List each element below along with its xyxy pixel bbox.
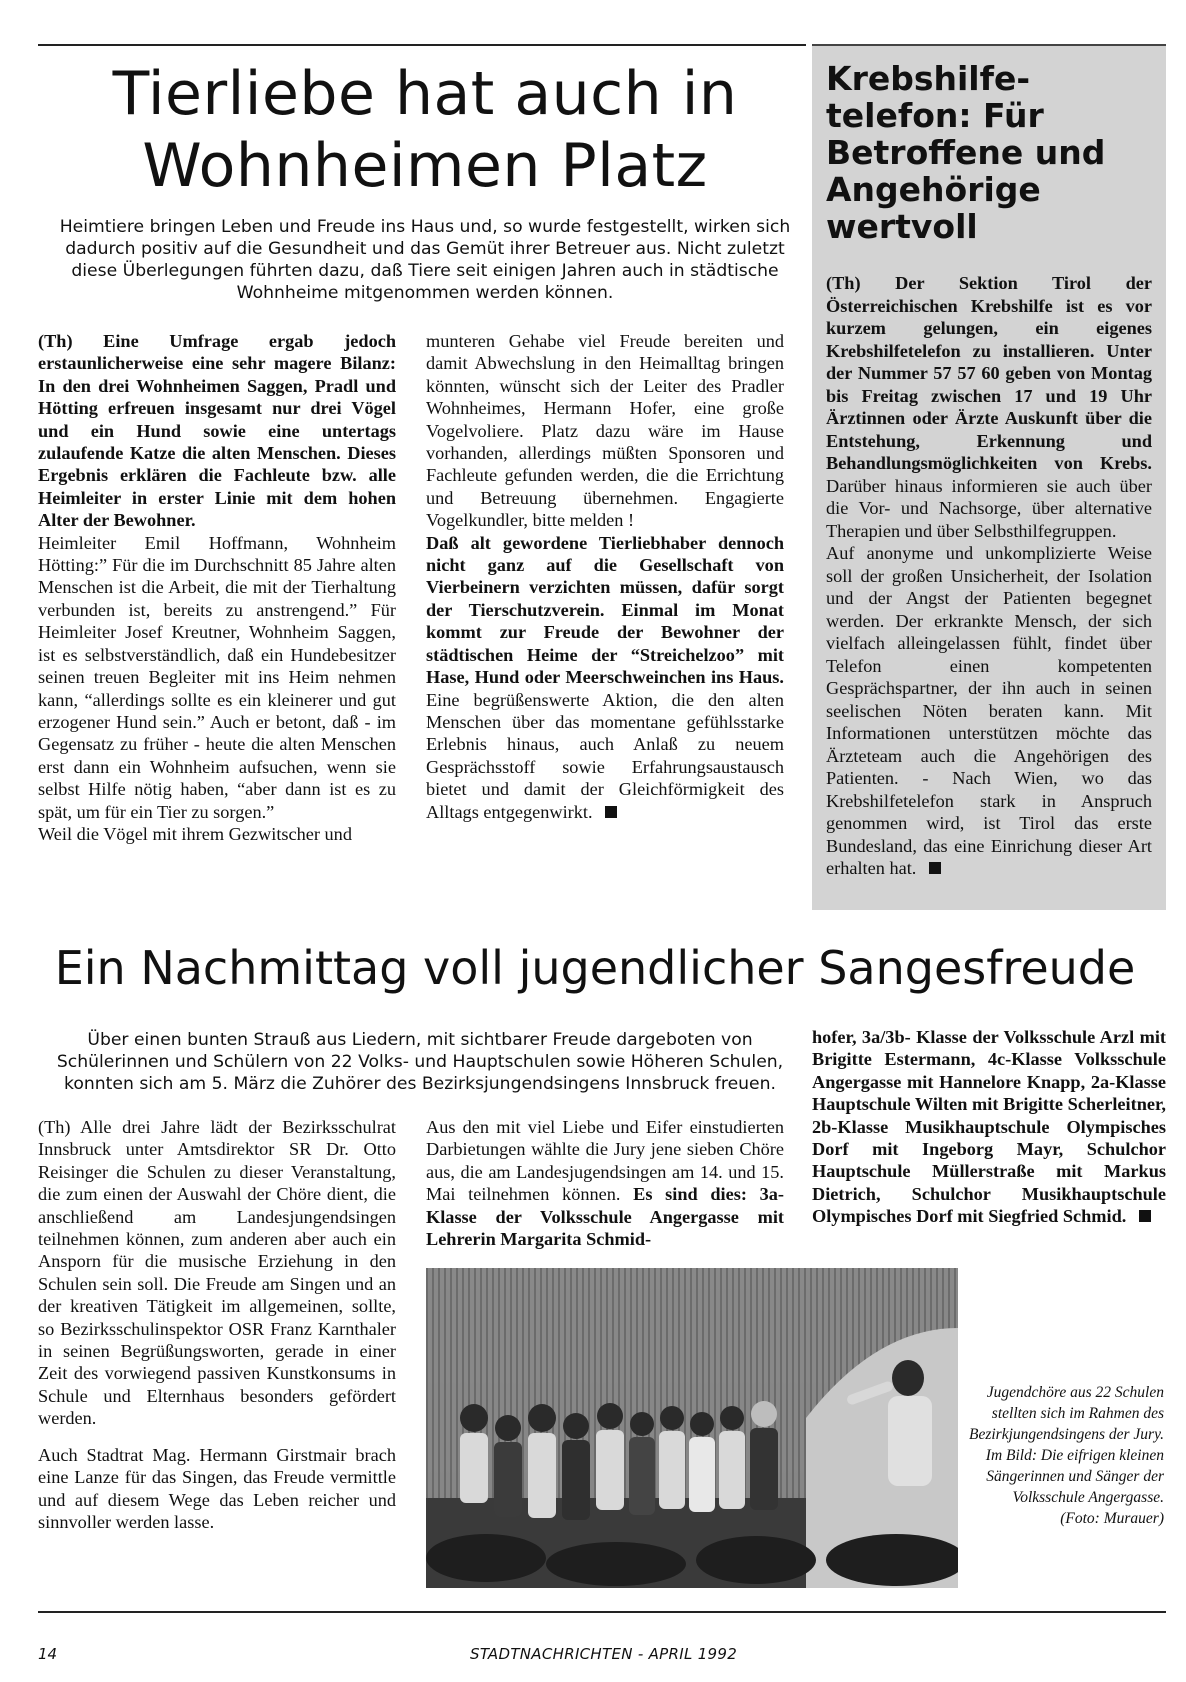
article2-headline: Ein Nachmittag voll jugendlicher Sangesfreude [54, 941, 1136, 995]
article1-headline [40, 58, 810, 202]
article1-body-2: Weil die Vögel mit ihrem Gezwitscher und [38, 823, 352, 844]
article2-bold-list: hofer, 3a/3b- Klasse der Volksschule Arzl mit Brigitte Estermann, 4c-Klasse Volksschule Angergasse mit Hannelore Knapp, 2a-Klasse Hauptschule Wilten mit Brigitte Scherleitner, 2b-Klasse Musikhauptschule Olympisches Dorf mit Ingeborg Mayr, Schulchor Hauptschule Müllerstraße mit Markus Dietrich, Schulchor Musikhauptschule Olympisches Dorf mit Siegfried Schmid. [812, 1027, 1166, 1227]
article2-column-1 [38, 1116, 396, 1533]
photo-caption [968, 1382, 1164, 1529]
sidebar-body-2: Auf anonyme und unkomplizierte Weise soll der großen Unsicherheit, der Isolation und der Angst der Patienten begegnet werden. Der erkrankte Mensch, der sich vielfach alleingelassen fühlt, findet über Telefon einen kompetenten Gesprächspartner, der ihn auch in seinen seelischen Nöten beraten kann. Mit Informationen unterstützen möchte das Ärzteteam auch die Angehörigen des Patienten. - Nach Wien, wo das Krebshilfetelefon stark in Anspruch genommen wird, ist Tirol das erste Bundesland, das eine Einrichung dieser Art erhalten hat. [826, 543, 1152, 878]
publication-line: STADTNACHRICHTEN - APRIL 1992 [470, 1645, 738, 1663]
top-rule [38, 44, 806, 46]
article1-column-1 [38, 330, 396, 845]
photo-caption-text: Jugendchöre aus 22 Schulen stellten sich im Rahmen des Bezirkjungendsingens der Jury. Im Bild: Die eifrigen kleinen Sängerinnen und Sänger der Volksschule Angergasse. [968, 1384, 1164, 1506]
article1-bold-paragraph: Daß alt gewordene Tierliebhaber dennoch nicht ganz auf die Gesellschaft von Vierbeinern verzichten müssen, dafür sorgt der Tierschutzverein. Einmal im Monat kommt zur Freude der Bewohner der städtischen Heime der “Streichelzoo” mit Hase, Hund oder Meerschweinchen ins Haus. [426, 532, 784, 688]
article2-column-2 [426, 1116, 784, 1250]
article2-body-1: (Th) Alle drei Jahre lädt der Bezirksschulrat Innsbruck unter Amtsdirektor SR Dr. Otto Reisinger die Schulen zu dieser Veranstaltung, die zum einen der Auswahl der Chöre dient, die anschließend am Landesjungendsingen teilnehmen können, zum anderen aber auch ein Ansporn für die musische Erziehung in den Schulen sein soll. Die Freude am Singen und an der kreativen Tätigkeit im allgemeinen, sollte, so Bezirksschulinspektor OSR Franz Karnthaler in seinen Begrüßungsworten, gerade in einer Zeit des vorwiegend passiven Kunstkonsums in Schule und Elternhaus besonders gefördert werden. [38, 1117, 396, 1429]
article1-column-2 [426, 330, 784, 823]
end-mark-icon [1139, 1210, 1151, 1222]
sidebar-body [826, 272, 1152, 880]
article2-body-2: Auch Stadtrat Mag. Hermann Girstmair brach eine Lanze für das Singen, das Freude vermittle und auf diesem Wege das Leben reicher und sinnvoller werden lasse. [38, 1444, 396, 1532]
article1-intro: Heimtiere bringen Leben und Freude ins Haus und, so wurde festgestellt, wirken sich dadurch positiv auf die Gesundheit und das Gemüt ihrer Betreuer aus. Nicht zuletzt diese Überlegungen führten dazu, daß Tiere seit einigen Jahren auch in städtische Wohnheime mitgenommen werden können. [59, 217, 791, 303]
photo-credit: (Foto: Murauer) [1060, 1510, 1164, 1527]
article1-body-3: munteren Gehabe viel Freude bereiten und damit Abwechslung in den Heimalltag bringen könnten, wünscht sich der Leiter des Pradler Wohnheimes, Hermann Hofer, eine große Vogelvoliere. Platz dazu wäre im Hause vorhanden, allerdings müßten Sponsoren und Fachleute gefunden werden, die die Errichtung und Betreuung übernehmen. Engagierte Vogelkundler, bitte melden ! [426, 331, 784, 531]
page-number: 14 [38, 1645, 58, 1663]
sidebar-headline: Krebshilfe-telefon: Für Betroffene und Angehörige wertvoll [826, 59, 1106, 246]
sidebar-lead-bold: (Th) Der Sektion Tirol der Österreichischen Krebshilfe ist es vor kurzem gelungen, ein eigenes Krebshilfetelefon zu installieren. Unter der Nummer 57 57 60 geben von Montag bis Freitag zwischen 17 und 19 Uhr Ärztinnen oder Ärzte Auskunft über die Entstehung, Erkennung und Behandlungsmöglichkeiten von Krebs. [826, 273, 1152, 473]
sidebar-body-1: Darüber hinaus informieren sie auch über die Vor- und Nachsorge, über alternative Therapien und über Selbsthilfegruppen. [826, 475, 1152, 541]
article2-bold-list-start: Es sind dies: 3a-Klasse der Volksschule Angergasse mit Lehrerin Margarita Schmid- [426, 1184, 785, 1250]
article2-column-3 [812, 1026, 1166, 1228]
article2-intro: Über einen bunten Strauß aus Liedern, mit sichtbarer Freude dargeboten von Schülerinnen und Schülern von 22 Volks- und Hauptschulen sowie Höheren Schulen, konnten sich am 5. März die Zuhörer des Bezirksjungendsingens Innsbruck freuen. [56, 1030, 784, 1094]
end-mark-icon [929, 862, 941, 874]
sidebar-box [812, 44, 1166, 910]
footer-rule [38, 1611, 1166, 1613]
choir-photo [426, 1268, 958, 1588]
article1-body-4: Eine begrüßenswerte Aktion, die den alten Menschen über das momentane gefühlsstarke Erlebnis hinaus, auch Anlaß zu neuem Gesprächsstoff sowie Erfahrungsaustausch bietet und damit der Gleichförmigkeit des Alltags entgegenwirkt. [426, 689, 784, 822]
article2-body-3: Aus den mit viel Liebe und Eifer einstudierten Darbietungen wählte die Jury jene sieben Chöre aus, die am Landesjugendsingen am 14. und 15. Mai teilnehmen können. [426, 1117, 784, 1205]
article1-headline-line2: Wohnheimen Platz [142, 131, 708, 201]
article1-body-1: Heimleiter Emil Hoffmann, Wohnheim Hötting:” Für die im Durchschnitt 85 Jahre alten Menschen ist die Arbeit, die mit der Tierhaltung verbunden ist, bereits zu anstrengend.” Für Heimleiter Josef Kreutner, Wohnheim Saggen, ist es selbstverständlich, daß ein Hundebesitzer seinen treuen Begleiter mit ins Heim nehmen kann, “allerdings sollte es ein kleinerer und gut erzogener Hund sein.” Auch er betont, daß - im Gegensatz zu früher - heute die alten Menschen erst dann ein Wohnheim aufsuchen, wenn sie selbst Hilfe nötig haben, “aber dann ist es zu spät, um für ein Tier zu sorgen.” [38, 532, 396, 822]
article1-headline-line1: Tierliebe hat auch in [112, 59, 738, 129]
end-mark-icon [605, 806, 617, 818]
article1-lead-bold: (Th) Eine Umfrage ergab jedoch erstaunlicherweise eine sehr magere Bilanz: In den drei Wohnheimen Saggen, Pradl und Hötting erfreuen insgesamt nur drei Vögel und ein Hund sowie eine untertags zulaufende Katze die alten Menschen. Dieses Ergebnis erklären die Fachleute bzw. alle Heimleiter in erster Linie mit dem hohen Alter der Bewohner. [38, 331, 396, 531]
